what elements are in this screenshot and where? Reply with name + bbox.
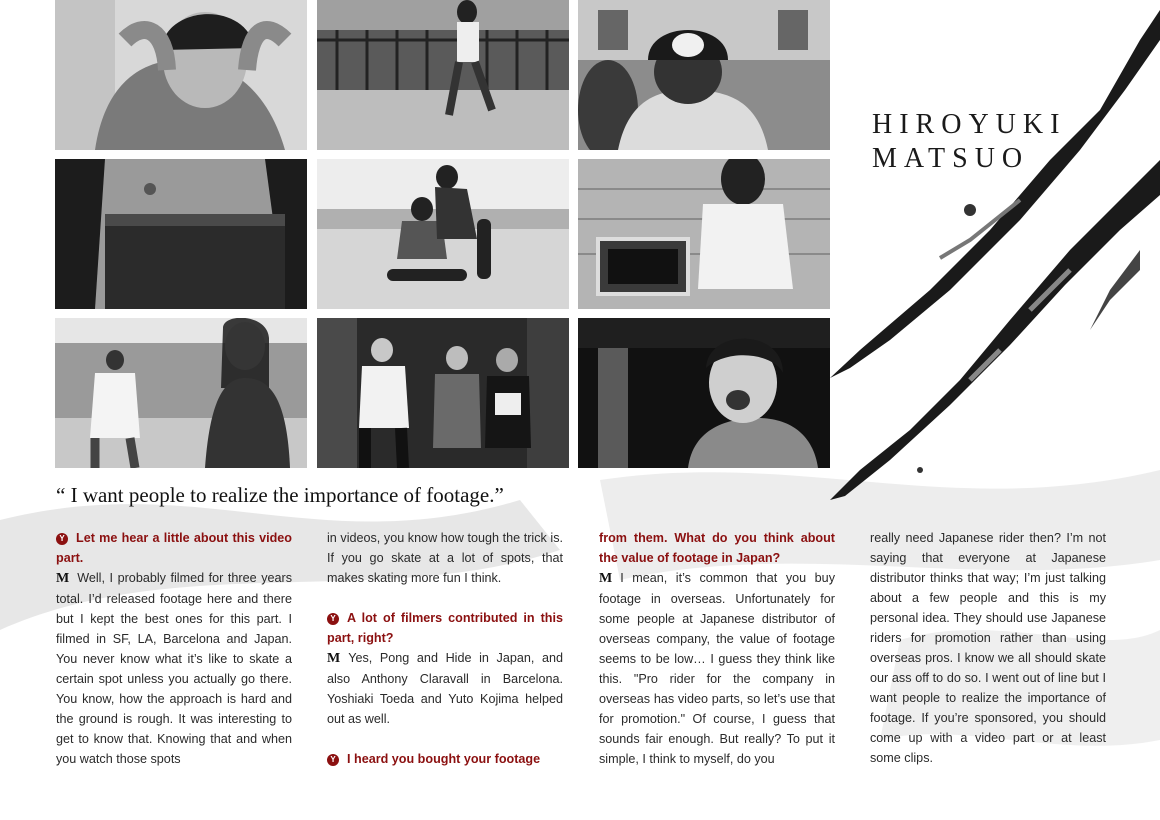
interview-title	[872, 108, 1066, 176]
answer-text: I mean, it’s common that you buy footage in overseas. Unfortunately for some people at Japanese distributor of overseas company, the value of footage seems to be low… I guess they think like this. "Pro rider for the company in overseas has video parts, so let’s use that for promotion." Of course, I guess that sounds fair enough. But really? To put it simple, I think to myself, do you	[599, 571, 835, 766]
text-column-3	[599, 528, 835, 769]
text-column-1	[56, 528, 292, 769]
photo-skater-walking	[317, 0, 569, 150]
question-continued: from them. What do you think about the value of footage in Japan?	[599, 531, 835, 565]
title-line-1: HIROYUKI	[872, 109, 1067, 140]
question-text: I heard you bought your footage	[347, 752, 541, 766]
ink-brush-strokes	[820, 0, 1160, 520]
question-icon: Y	[56, 533, 68, 545]
photo-three-men-alley	[317, 318, 569, 468]
question-text: Let me hear a little about this video part.	[56, 531, 292, 565]
answer-text: Yes, Pong and Hide in Japan, and also Anthony Claravall in Barcelona. Yoshiaki Toeda and Yuto Kojima helped out as well.	[327, 651, 563, 726]
photo-fixing-skateboard	[317, 159, 569, 309]
photo-airport	[55, 318, 307, 468]
pull-quote	[56, 483, 504, 508]
interview-answer	[56, 568, 292, 769]
interview-answer	[327, 648, 563, 729]
question-icon: Y	[327, 613, 339, 625]
answer-text: Well, I probably filmed for three years total. I’d released footage here and there but I kept the best ones for this part. I filmed in SF, LA, Barcelona and Japan. You never know what it’s like to skate a certain spot unless you actually go there. You know, how the approach is hard and the ground is rough. It was interesting to get to know that. Knowing that and when you watch those spots	[56, 571, 292, 766]
question-icon: Y	[327, 754, 339, 766]
title-line-2: MATSUO	[872, 143, 1030, 174]
question-text: A lot of filmers contributed in this part, right?	[327, 611, 563, 645]
quote-text: I want people to realize the importance of footage.	[70, 483, 495, 507]
photo-portrait-beanie	[55, 0, 307, 150]
photo-camera-case	[578, 159, 830, 309]
photo-laughing	[578, 318, 830, 468]
interview-question	[56, 528, 292, 568]
answer-icon: M	[327, 651, 341, 666]
interview-question	[327, 749, 563, 769]
photo-torso	[55, 159, 307, 309]
answer-icon: M	[599, 571, 613, 586]
photo-cap-from-behind	[578, 0, 830, 150]
interview-question	[327, 608, 563, 648]
answer-continued: really need Japanese rider then? I’m not saying that everyone at Japanese distributor thinks that way; I’m just talking about a few people and this is my personal idea. They should use Japanese riders for promotion rather than using overseas pros. I know we all should skate our ass off to do so. I went out of line but I want people to realize the importance of footage. If you’re sponsored, you should come up with a video part or at least some clips.	[870, 531, 1106, 765]
quote-close-mark: ”	[494, 483, 504, 507]
answer-icon: M	[56, 571, 70, 586]
text-column-2	[327, 528, 563, 769]
answer-continued: in videos, you know how tough the trick is. If you go skate at a lot of spots, that makes skating more fun I think.	[327, 531, 563, 585]
text-column-4	[870, 528, 1106, 768]
interview-answer	[599, 568, 835, 769]
quote-open-mark: “	[56, 483, 66, 507]
